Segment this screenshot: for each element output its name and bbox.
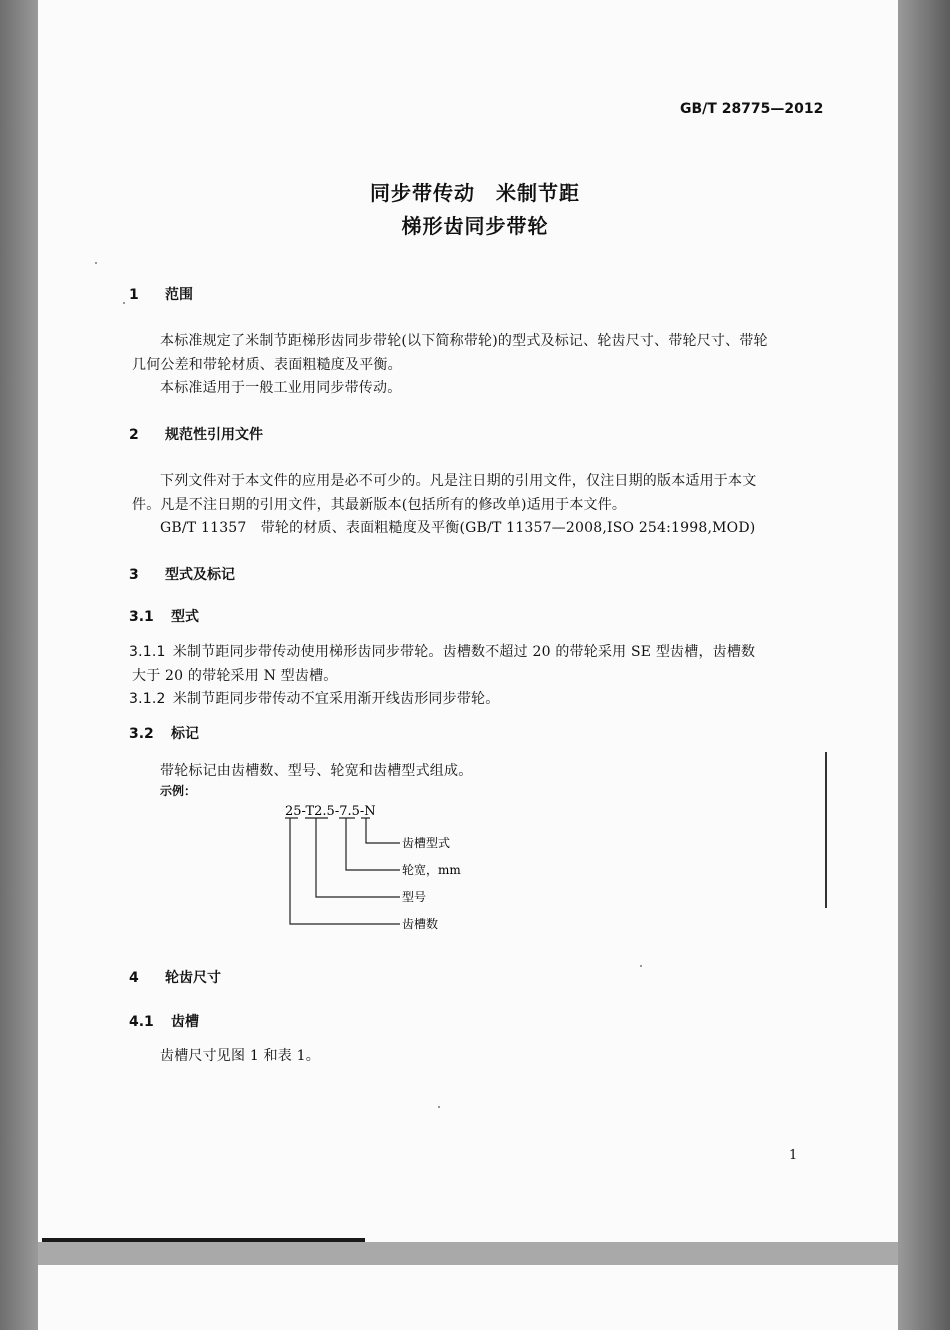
- section-4-heading: [129, 967, 221, 987]
- paragraph-line: 本标准适用于一般工业用同步带传动。: [160, 380, 402, 396]
- title-line-1: 同步带传动 米制节距: [370, 181, 580, 205]
- standard-number: GB/T 28775—2012: [680, 101, 824, 117]
- section-title: 标记: [171, 726, 199, 742]
- example-label: 示例：: [160, 784, 197, 798]
- section-title: 规范性引用文件: [165, 427, 263, 443]
- paragraph-line: 本标准规定了米制节距梯形齿同步带轮(以下简称带轮)的型式及标记、轮齿尺寸、带轮尺寸、带轮: [160, 333, 768, 349]
- section-title: 型式: [171, 609, 199, 625]
- paragraph-line: 几何公差和带轮材质、表面粗糙度及平衡。: [132, 357, 402, 373]
- section-title: 轮齿尺寸: [165, 970, 221, 986]
- section-number: 2: [129, 427, 139, 443]
- paragraph-line: 大于 20 的带轮采用 N 型齿槽。: [132, 668, 338, 684]
- title-line-2: 梯形齿同步带轮: [401, 214, 549, 238]
- scan-speck: [438, 1106, 440, 1108]
- label-groove-type: 齿槽型式: [402, 836, 451, 850]
- paragraph-line: 下列文件对于本文件的应用是必不可少的。凡是注日期的引用文件，仅注日期的版本适用于本文: [160, 473, 757, 489]
- clause-text: 米制节距同步带传动使用梯形齿同步带轮。齿槽数不超过 20 的带轮采用 SE 型齿槽，齿槽数: [172, 644, 756, 660]
- leader-lines: [285, 818, 400, 924]
- scan-speck: [95, 262, 97, 264]
- reference-entry: GB/T 11357 带轮的材质、表面粗糙度及平衡(GB/T 11357—2008,ISO 254:1998,MOD): [160, 520, 756, 536]
- paragraph-line: 带轮标记由齿槽数、型号、轮宽和齿槽型式组成。: [160, 763, 473, 779]
- subsection-4-1-heading: [129, 1011, 199, 1031]
- label-model: 型号: [402, 890, 427, 904]
- page-number: 1: [789, 1148, 798, 1163]
- change-bar: [825, 752, 827, 908]
- section-number: 4: [129, 970, 139, 986]
- clause-number: 3.1.1: [129, 644, 166, 660]
- section-number: 1: [129, 287, 139, 303]
- section-title: 型式及标记: [165, 567, 235, 583]
- section-title: 范围: [165, 287, 193, 303]
- section-number: 3.1: [129, 609, 154, 625]
- section-number: 4.1: [129, 1014, 154, 1030]
- clause-text: 米制节距同步带传动不宜采用渐开线齿形同步带轮。: [172, 691, 500, 707]
- section-title: 齿槽: [171, 1014, 199, 1030]
- scan-speck: [640, 965, 642, 967]
- paragraph-line: 件。凡是不注日期的引用文件，其最新版本(包括所有的修改单)适用于本文件。: [132, 497, 627, 513]
- clause-number: 3.1.2: [129, 691, 166, 707]
- section-number: 3: [129, 567, 139, 583]
- example-code: 25-T2.5-7.5-N: [285, 804, 376, 819]
- label-groove-count: 齿槽数: [402, 917, 439, 931]
- scan-speck: [123, 302, 125, 304]
- label-width: 轮宽，mm: [402, 863, 461, 877]
- paragraph-line: 齿槽尺寸见图 1 和表 1。: [160, 1048, 320, 1064]
- section-number: 3.2: [129, 726, 154, 742]
